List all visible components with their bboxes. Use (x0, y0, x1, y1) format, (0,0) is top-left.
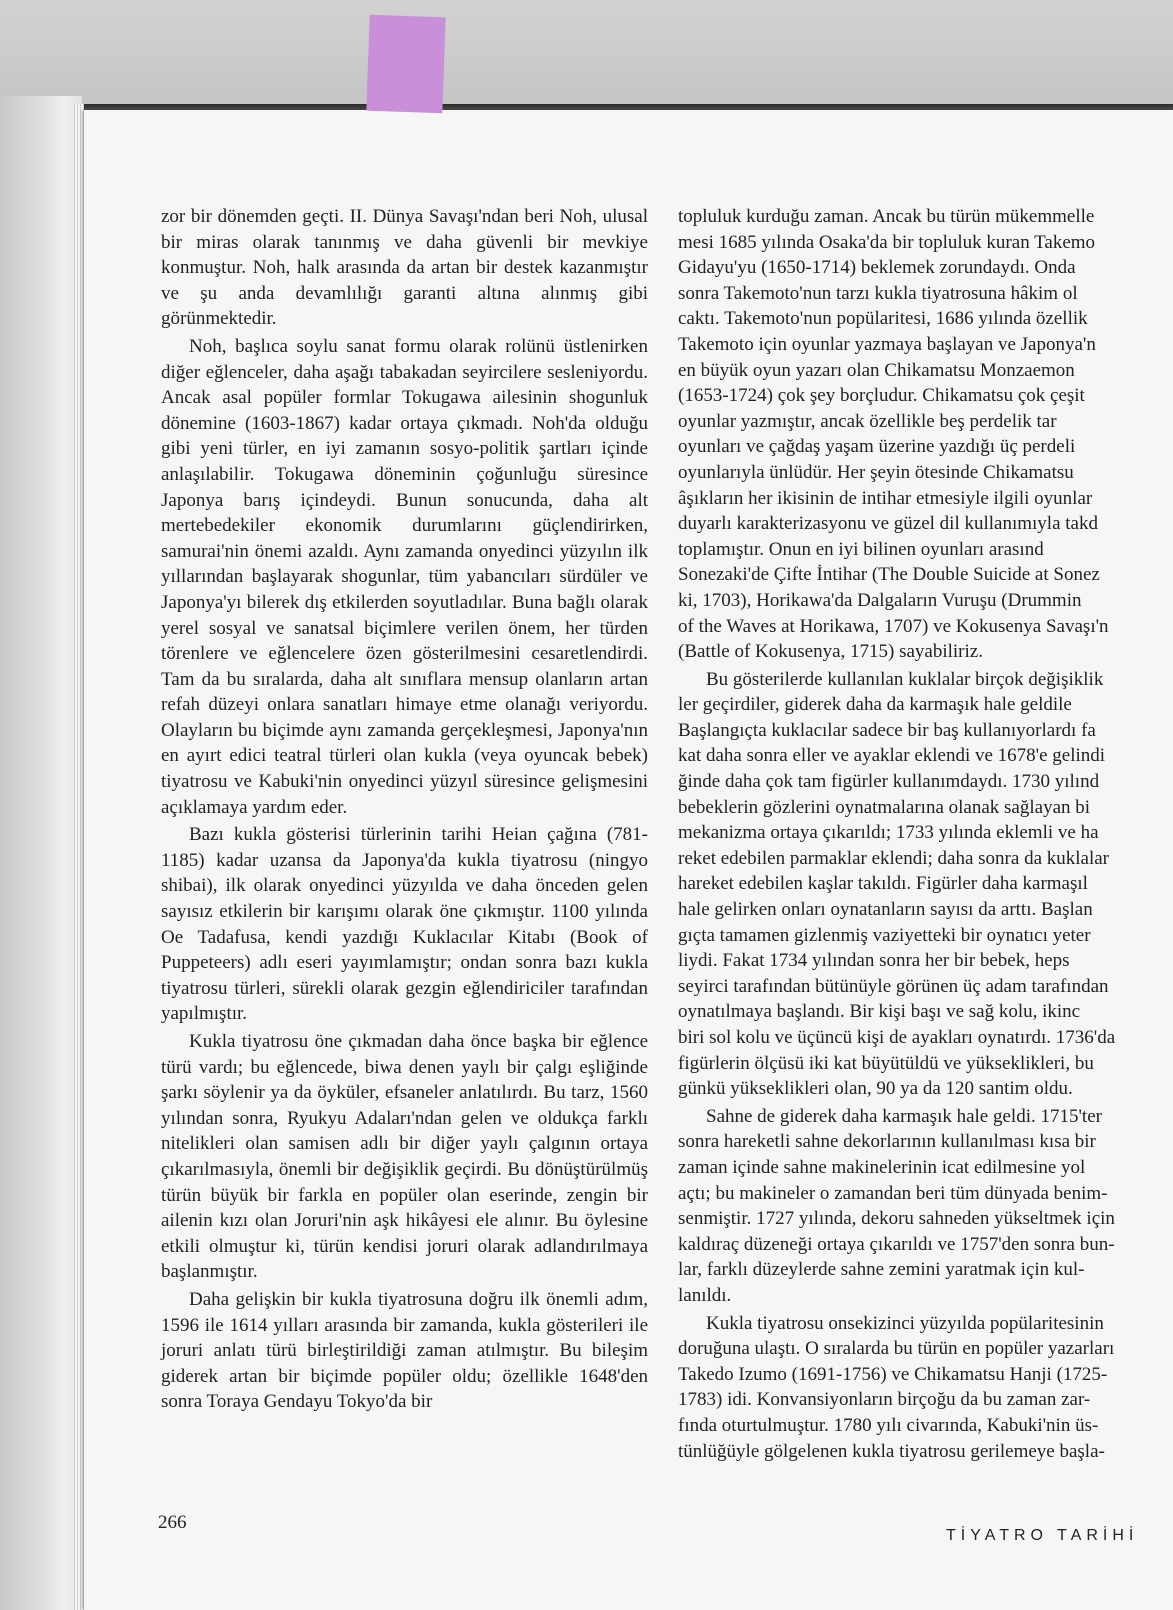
text-line: fında oturtulmuştur. 1780 yılı civarında, Kabuki'nin üs- (678, 1414, 1099, 1436)
text-line: hareket edebilen kaşlar takıldı. Figürler daha karmaşıl (678, 873, 1088, 895)
text-line: bebeklerin gözlerini oynatmalarına olanak sağlayan bi (678, 796, 1091, 818)
text-line: Sahne de giderek daha karmaşık hale geldi. 1715'ter (706, 1105, 1102, 1127)
text-line: Bu gösterilerde kullanılan kuklalar birçok değişiklik (706, 668, 1104, 690)
page-stack-edge (74, 104, 84, 1610)
text-line: oyunlar yazmıştır, ancak özellikle beş perdelik tar (678, 410, 1057, 432)
text-line: reket edebilen parmaklar eklendi; daha sonra da kuklalar (678, 847, 1109, 869)
text-line: figürlerin ölçüsü iki kat büyütüldü ve yükseklikleri, bu (678, 1052, 1094, 1074)
paragraph (678, 667, 1173, 1102)
text-line: Sonezaki'de Çifte İntihar (The Double Suicide at Sonez (678, 564, 1100, 586)
paragraph (678, 1104, 1173, 1309)
text-line: oynatılmaya başlandı. Bir kişi başı ve sağ kolu, ikinc (678, 1001, 1081, 1023)
text-line: kaldıraç düzeneği ortaya çıkarıldı ve 1757'den sonra bun- (678, 1233, 1115, 1255)
text-line: âşıkların her ikisinin de intihar etmesiyle ilgili oyunlar (678, 487, 1093, 509)
paragraph: Daha gelişkin bir kukla tiyatrosuna doğru ilk önemli adım, 1596 ile 1614 yılları arasında bir zamanda, kukla gösterileri ile joruri anlatı türü birleştirildiği zaman atılmıştır. Bu bileşim giderek artan bir biçimde popüler oldu; özellikle 1648'den sonra Toraya Gendayu Tokyo'da bir (161, 1288, 648, 1413)
text-line: ğinde daha çok tam figürler kullanımdaydı. 1730 yılınd (678, 771, 1100, 793)
bookmark-tab (366, 15, 445, 114)
text-line: (Battle of Kokusenya, 1715) sayabiliriz. (678, 641, 983, 663)
text-line: sonra hareketli sahne dekorlarının kullanılması kısa bir (678, 1131, 1096, 1153)
text-line: en büyük oyun yazarı olan Chikamatsu Monzaemon (678, 359, 1075, 381)
text-line: toplamıştır. Onun en iyi bilinen oyunları arasınd (678, 538, 1044, 560)
page-number: 266 (158, 1512, 187, 1533)
text-line: oyunlarıyla ünlüdür. Her şeyin ötesinde Chikamatsu (678, 461, 1074, 483)
text-line: Kukla tiyatrosu onsekizinci yüzyılda popülaritesinin (706, 1312, 1104, 1334)
text-line: of the Waves at Horikawa, 1707) ve Kokusenya Savaşı'n (678, 615, 1109, 637)
text-line: caktı. Takemoto'nun popülaritesi, 1686 yılında özellik (678, 308, 1088, 330)
paragraph: Kukla tiyatrosu öne çıkmadan daha önce başka bir eğlence türü vardı; bu eğlencede, biwa denen yaylı bir çalgı eşliğinde şarkı söylenir ya da öyküler, efsaneler anlatılırdı. Bu tarz, 1560 yılından sonra, Ryukyu Adaları'ndan gelen ve oldukça farklı nitelikleri olan samisen adlı bir diğer yaylı çalgının ortaya çıkarılmasıyla, önemli bir değişiklik geçirdi. Bu dönüştürülmüş türün büyük bir farkla en popüler olan eserinde, zengin bir ailenin kızı olan Joruri'nin aşk hikâyesi ele alınır. Bu öylesine etkili olmuştur ki, türün kendisi joruri olarak adlandırılmaya başlanmıştır. (161, 1031, 648, 1283)
text-line: lar, farklı düzeylerde sahne zemini yaratmak için kul- (678, 1259, 1085, 1281)
text-line: tünlüğüyle gölgelenen kukla tiyatrosu gerilemeye başla- (678, 1440, 1105, 1462)
text-line: 1783) idi. Konvansiyonların birçoğu da bu zaman zar- (678, 1389, 1091, 1411)
left-column (161, 204, 648, 1417)
text-line: seyirci tarafından bütünüyle görünen üç adam tarafından (678, 975, 1109, 997)
text-line: mekanizma ortaya çıkarıldı; 1733 yılında eklemli ve ha (678, 822, 1099, 844)
text-line: günkü yükseklikleri olan, 90 ya da 120 santim oldu. (678, 1078, 1073, 1100)
paragraph: Bazı kukla gösterisi türlerinin tarihi Heian çağına (781-1185) kadar uzansa da Japonya'da kukla tiyatrosu (ningyo shibai), ilk olarak onyedinci yüzyılda ve daha önceden gelen sayısız etkilerin bir karışımı olarak öne çıkmıştır. 1100 yılında Oe Tadafusa, kendi yazdığı Kuklacılar Kitabı (Book of Puppeteers) adlı eseri yayımlamıştır; ondan sonra bazı kukla tiyatrosu türleri, sürekli olarak gezgin eğlendiriciler tarafından yapılmıştır. (161, 824, 648, 1025)
book-spine (0, 96, 82, 1610)
text-line: ler geçirdiler, giderek daha da karmaşık hale geldile (678, 694, 1072, 716)
text-line: ki, 1703), Horikawa'da Dalgaların Vuruşu (Drummin (678, 589, 1082, 611)
text-line: doruğuna ulaştı. O sıralarda bu türün en popüler yazarları (678, 1338, 1115, 1360)
text-line: Gidayu'yu (1650-1714) beklemek zorundaydı. Onda (678, 257, 1076, 279)
paragraph: zor bir dönemden geçti. II. Dünya Savaşı'ndan beri Noh, ulusal bir miras olarak tanınmış ve daha güvenli bir mevkiye konmuştur. Noh, halk arasında da artan bir destek kazanmıştır ve şu anda devamlılığı garanti altına alınmış gibi görünmektedir. (161, 206, 648, 330)
paragraph (678, 204, 1173, 665)
text-line: oyunları ve çağdaş yaşam üzerine yazdığı üç perdeli (678, 436, 1076, 458)
text-line: açtı; bu makineler o zamandan beri tüm dünyada benim- (678, 1182, 1108, 1204)
text-line: lanıldı. (678, 1284, 732, 1306)
right-column (678, 204, 1173, 1466)
text-line: mesi 1685 yılında Osaka'da bir topluluk kuran Takemo (678, 231, 1096, 253)
text-line: topluluk kurduğu zaman. Ancak bu türün mükemmelle (678, 206, 1095, 227)
text-line: liydi. Fakat 1734 yılından sonra her bir bebek, heps (678, 950, 1070, 972)
text-line: hale gelirken onları oynatanların sayısı da arttı. Başlan (678, 899, 1093, 921)
running-title: TİYATRO TARİHİ (946, 1527, 1139, 1544)
text-line: kat daha sonra eller ve ayaklar eklendi ve 1678'e gelindi (678, 745, 1106, 767)
text-line: senmiştir. 1727 yılında, dekoru sahneden yükseltmek için (678, 1208, 1115, 1230)
text-line: Takemoto için oyunlar yazmaya başlayan ve Japonya'n (678, 333, 1096, 355)
text-line: biri sol kolu ve üçüncü kişi de ayakları oynatırdı. 1736'da (678, 1027, 1116, 1048)
text-line: sonra Takemoto'nun tarzı kukla tiyatrosuna hâkim ol (678, 282, 1078, 304)
text-line: gıçta tamamen gizlenmiş vaziyetteki bir oynatıcı yeter (678, 924, 1091, 946)
text-line: Takedo Izumo (1691-1756) ve Chikamatsu Hanji (1725- (678, 1363, 1108, 1385)
text-line: duyarlı karakterizasyonu ve güzel dil kullanımıyla takd (678, 513, 1098, 535)
paragraph: Noh, başlıca soylu sanat formu olarak rolünü üstlenirken diğer eğlenceler, daha aşağı tabakadan seyircilere sesleniyordu. Ancak asal popüler formlar Tokugawa ailesinin shogunluk dönemine (1603-1867) kadar ortaya çıkmadı. Noh'da olduğu gibi yeni türler, en iyi zamanın sosyo-politik şartları içinde anlaşılabilir. Tokugawa döneminin çoğunluğu süresince Japonya barış içindeydi. Bunun sonucunda, daha alt mertebedekiler ekonomik durumlarını güçlendirirken, samurai'nin önemi azaldı. Aynı zamanda onyedinci yüzyılın ilk yıllarından başlayarak shogunlar, tüm yabancıları sürdüler ve Japonya'yı bilerek dış etkilerden soyutladılar. Buna bağlı olarak yerel sosyal ve sanatsal biçimlere verilen önem, her türden törenlere ve eğlencelere özen gösterilmesini cesaretlendirdi. Tam da bu sıralarda, daha alt sınıflara mensup olanların artan refah düzeyi onlara sanatları himaye etme olanağı veriyordu. Olayların bu biçimde aynı zamanda gerçekleşmesi, Japonya'nın en ayırt edici teatral türleri olan kukla (veya oyuncak bebek) tiyatrosu ve Kabuki'nin onyedinci yüzyıl süresince gelişmesini açıklamaya yardım eder. (161, 335, 648, 818)
paragraph (678, 1311, 1173, 1465)
text-line: Başlangıçta kuklacılar sadece bir baş kullanıyorlardı fa (678, 719, 1096, 741)
scan-background (0, 0, 1173, 112)
text-line: (1653-1724) çok şey borçludur. Chikamatsu çok çeşit (678, 385, 1085, 407)
text-line: zaman içinde sahne makinelerinin icat edilmesine yol (678, 1156, 1086, 1178)
